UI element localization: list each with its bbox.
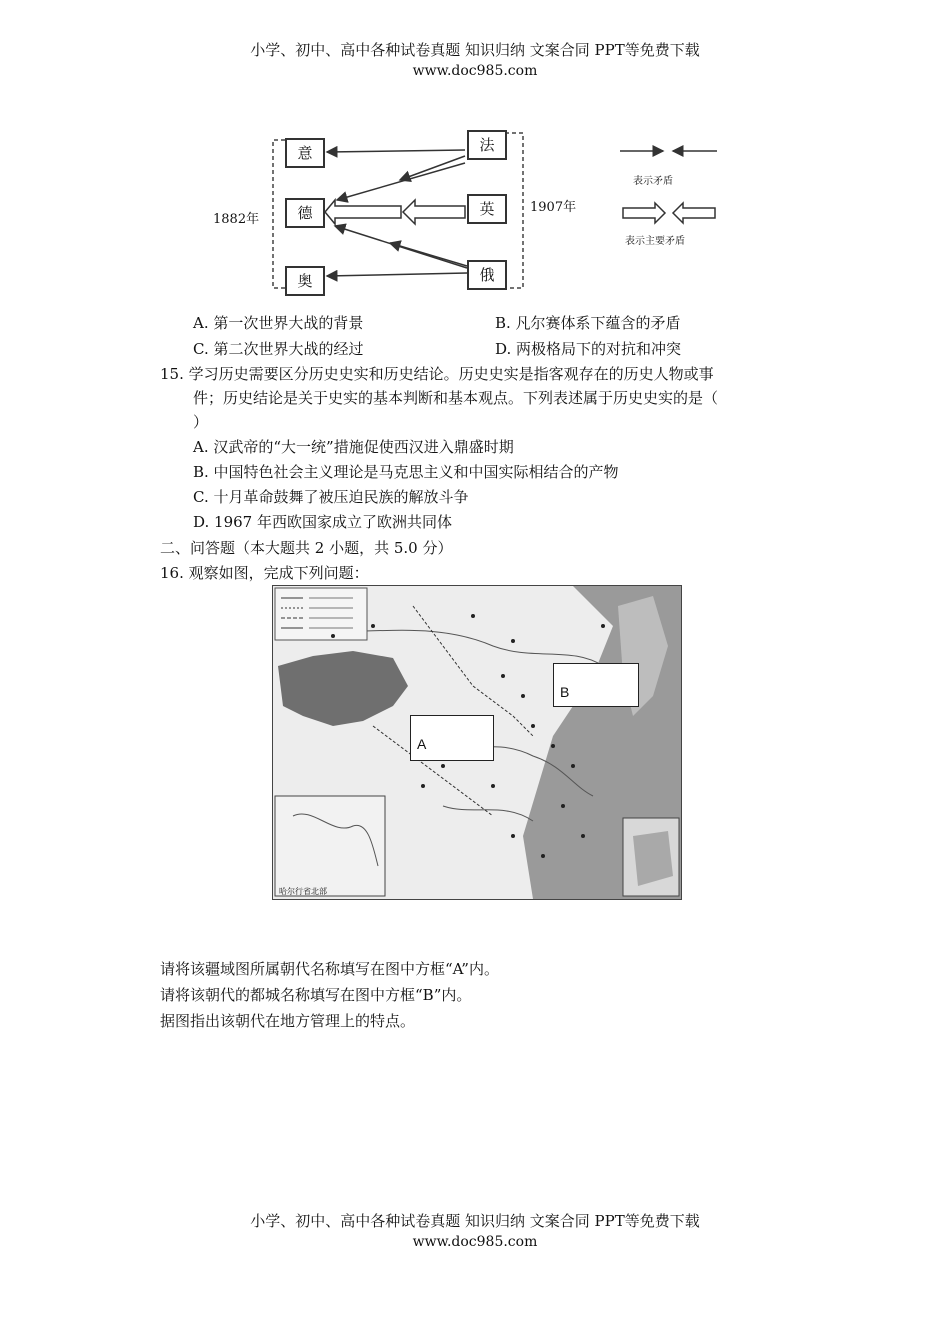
footer-url: www.doc985.com xyxy=(412,1234,538,1250)
q15-stem-line-1: 15. 学习历史需要区分历史史实和历史结论。历史史实是指客观存在的历史人物或事 xyxy=(160,365,714,383)
q16-ask-1: 请将该疆域图所属朝代名称填写在图中方框“A”内。 xyxy=(160,960,499,978)
box-russia: 俄 xyxy=(467,260,507,290)
legend-main-contradiction: 表示主要矛盾 xyxy=(625,236,685,247)
dynasty-map xyxy=(272,585,682,900)
box-italy: 意 xyxy=(285,138,325,168)
answer-box-a-label: A xyxy=(417,736,427,752)
q15-option-a: A. 汉武帝的“大一统”措施促使西汉进入鼎盛时期 xyxy=(193,438,514,456)
q14-option-c: C. 第二次世界大战的经过 xyxy=(193,340,364,358)
q15-option-b: B. 中国特色社会主义理论是马克思主义和中国实际相结合的产物 xyxy=(193,463,619,481)
header-url: www.doc985.com xyxy=(412,63,538,79)
answer-box-b-label: B xyxy=(560,684,570,700)
box-germany: 德 xyxy=(285,198,325,228)
box-france: 法 xyxy=(467,130,507,160)
alliance-diagram xyxy=(205,128,740,298)
q15-option-d: D. 1967 年西欧国家成立了欧洲共同体 xyxy=(193,513,452,531)
q14-option-d: D. 两极格局下的对抗和冲突 xyxy=(495,340,682,358)
inset-caption: 哈尔行省北部 xyxy=(279,887,327,896)
q15-option-c: C. 十月革命鼓舞了被压迫民族的解放斗争 xyxy=(193,488,469,506)
section-2-heading: 二、问答题（本大题共 2 小题，共 5.0 分） xyxy=(160,539,453,557)
answer-box-b[interactable] xyxy=(553,663,639,707)
footer-line-1: 小学、初中、高中各种试卷真题 知识归纳 文案合同 PPT等免费下载 xyxy=(250,1212,700,1230)
box-austria: 奥 xyxy=(285,266,325,296)
q16-stem: 16. 观察如图，完成下列问题： xyxy=(160,564,369,582)
page-footer xyxy=(0,1211,950,1253)
year-1907: 1907年 xyxy=(530,200,577,215)
q15-stem-line-2: 件；历史结论是关于史实的基本判断和基本观点。下列表述属于历史史实的是（ xyxy=(193,389,719,407)
q15-stem-line-3: ） xyxy=(193,413,209,431)
year-1882: 1882年 xyxy=(213,212,260,227)
q16-ask-2: 请将该朝代的都城名称填写在图中方框“B”内。 xyxy=(160,986,472,1004)
q16-ask-3: 据图指出该朝代在地方管理上的特点。 xyxy=(160,1012,416,1030)
page-header xyxy=(0,40,950,82)
q14-option-b: B. 凡尔赛体系下蕴含的矛盾 xyxy=(495,314,681,332)
box-britain: 英 xyxy=(467,194,507,224)
answer-box-a[interactable] xyxy=(410,715,494,761)
q14-option-a: A. 第一次世界大战的背景 xyxy=(193,314,364,332)
header-line-1: 小学、初中、高中各种试卷真题 知识归纳 文案合同 PPT等免费下载 xyxy=(250,41,700,59)
legend-contradiction: 表示矛盾 xyxy=(633,176,673,187)
